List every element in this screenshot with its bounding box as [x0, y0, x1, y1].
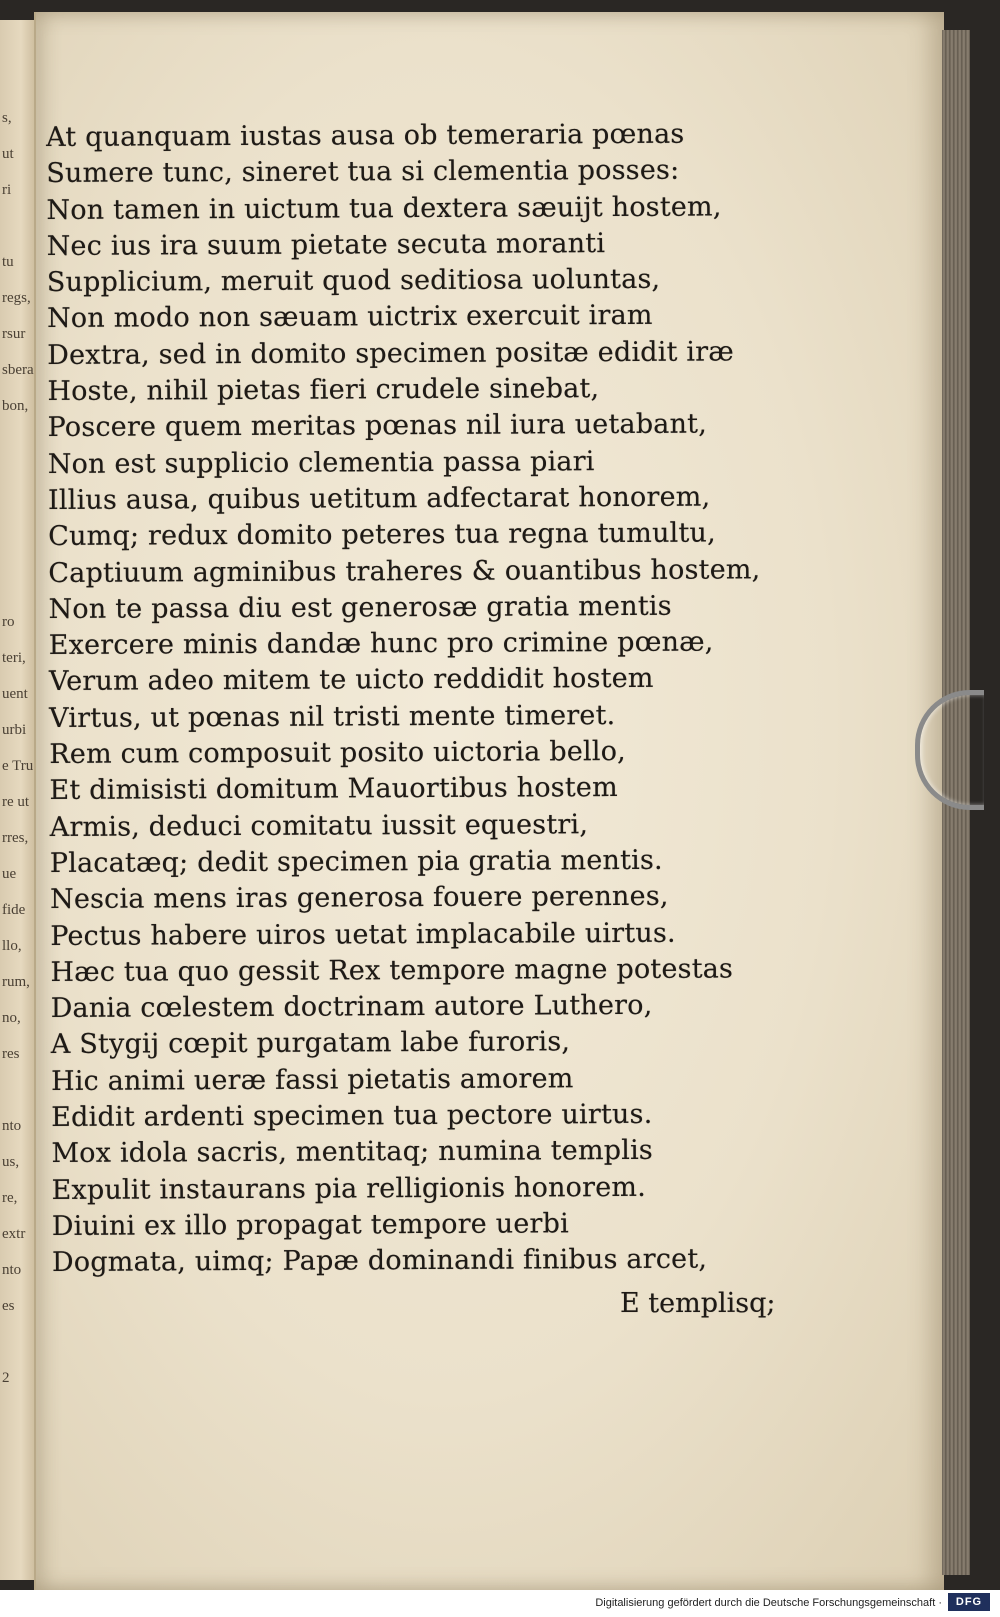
- verse-line: Non tamen in uictum tua dextera sæuijt hostem,: [46, 191, 722, 226]
- verse-line: Placatæq; dedit specimen pia gratia mentis.: [49, 844, 663, 879]
- catchword: E templisq;: [620, 1288, 776, 1319]
- verse-line: Exercere minis dandæ hunc pro crimine pœnæ,: [48, 626, 714, 662]
- verse-line: Virtus, ut pœnas nil tristi mente timeret.: [49, 699, 616, 734]
- verse-line: Verum adeo mitem te uicto reddidit hostem: [48, 663, 654, 698]
- verse-line: Hic animi ueræ fassi pietatis amorem: [50, 1062, 574, 1097]
- verse-line: Et dimisisti domitum Mauortibus hostem: [49, 772, 618, 807]
- verse-line: Illius ausa, quibus uetitum adfectarat honorem,: [47, 481, 711, 516]
- verse-line: A Stygij cœpit purgatam labe furoris,: [50, 1026, 571, 1061]
- verse-line: Cumq; redux domito peteres tua regna tumultu,: [48, 517, 716, 553]
- verse-line: Dextra, sed in domito specimen positæ edidit iræ: [47, 336, 734, 371]
- verse-line: Non modo non sæuam uictrix exercuit iram: [46, 300, 653, 335]
- previous-page-text-fragments: s, ut ri tu regs, rsur sbera bon, ro teri, uent urbi e Tru re ut rres, ue fide llo, rum, no, res nto us, re, extr nto es 2: [2, 110, 34, 1386]
- verse-line: Edidit ardenti specimen tua pectore uirtus.: [51, 1098, 653, 1134]
- verse-line: Pectus habere uiros uetat implacabile uirtus.: [50, 917, 676, 952]
- verse-line: Hoste, nihil pietas fieri crudele sinebat,: [47, 373, 600, 408]
- verse-line: Nec ius ira suum pietate secuta moranti: [46, 227, 606, 262]
- verse-line: Non te passa diu est generosæ gratia mentis: [48, 590, 672, 625]
- verse-line: Dogmata, uimq; Papæ dominandi finibus arcet,: [51, 1243, 708, 1279]
- verse-line: Expulit instaurans pia relligionis honorem.: [51, 1171, 647, 1206]
- previous-page-edge: [0, 20, 38, 1580]
- verse-line: Armis, deduci comitatu iussit equestri,: [49, 808, 589, 843]
- verse-line: Diuini ex illo propagat tempore uerbi: [51, 1208, 569, 1242]
- verse-line: Supplicium, meruit quod seditiosa uoluntas,: [46, 263, 661, 299]
- verse-line: Hæc tua quo gessit Rex tempore magne potestas: [50, 953, 734, 988]
- funding-credit: Digitalisierung gefördert durch die Deutsche Forschungsgemeinschaft ·: [595, 1597, 942, 1609]
- verse-line: Mox idola sacris, mentitaq; numina templis: [51, 1135, 654, 1170]
- poem-verse-block: [46, 116, 902, 1282]
- digitization-footer: [0, 1590, 1000, 1617]
- verse-line: Sumere tunc, sineret tua si clementia posses:: [46, 154, 680, 190]
- verse-line: Non est supplicio clementia passa piari: [47, 445, 595, 480]
- dfg-logo: DFG: [948, 1593, 990, 1611]
- verse-line: Rem cum composuit posito uictoria bello,: [49, 736, 626, 771]
- verse-line: Nescia mens iras generosa fouere perennes,: [50, 880, 669, 916]
- verse-line: Dania cœlestem doctrinam autore Luthero,: [50, 989, 653, 1025]
- verse-line: Poscere quem meritas pœnas nil iura uetabant,: [47, 408, 708, 444]
- verse-line: Captiuum agminibus traheres & ouantibus hostem,: [48, 553, 761, 589]
- verse-line: At quanquam iustas ausa ob temeraria pœnas: [46, 118, 685, 153]
